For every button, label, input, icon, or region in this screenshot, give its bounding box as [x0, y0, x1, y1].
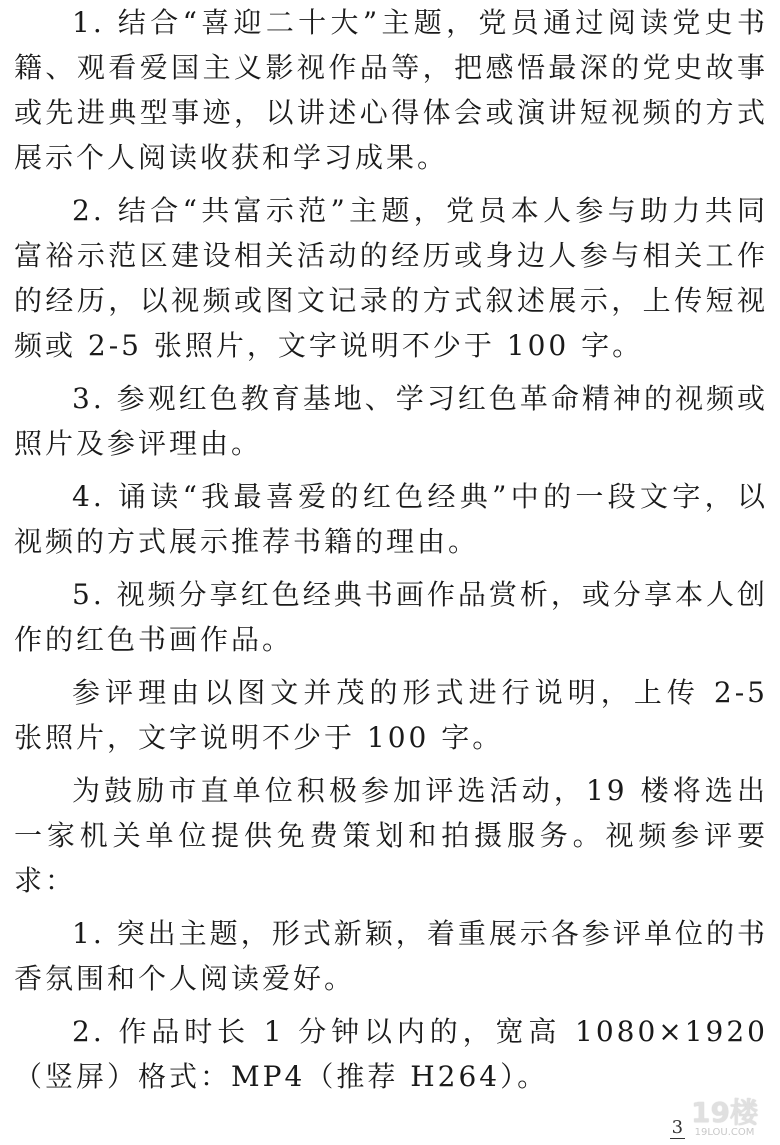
paragraph-8: 1. 突出主题，形式新颖，着重展示各参评单位的书香氛围和个人阅读爱好。: [14, 917, 768, 995]
watermark-logo: [691, 1096, 758, 1139]
paragraph-5: 5. 视频分享红色经典书画作品赏析，或分享本人创作的红色书画作品。: [14, 578, 768, 656]
paragraph-3: 3. 参观红色教育基地、学习红色革命精神的视频或照片及参评理由。: [14, 382, 768, 460]
watermark-sub-text: 19LOU.COM: [694, 1127, 755, 1138]
paragraph-2: 2. 结合“共富示范”主题，党员本人参与助力共同富裕示范区建设相关活动的经历或身边人参与相关工作的经历，以视频或图文记录的方式叙述展示，上传短视频或 2-5 张照片，文字说明不少于 100 字。: [14, 194, 768, 362]
watermark-main-text: 19楼: [691, 1096, 758, 1129]
paragraph-4: 4. 诵读“我最喜爱的红色经典”中的一段文字，以视频的方式展示推荐书籍的理由。: [14, 480, 768, 558]
paragraph-9: 2. 作品时长 1 分钟以内的，宽高 1080×1920（竖屏）格式：MP4（推荐 H264）。: [14, 1015, 768, 1093]
page-footer: [670, 1096, 758, 1139]
paragraph-1: 1. 结合“喜迎二十大”主题，党员通过阅读党史书籍、观看爱国主义影视作品等，把感悟最深的党史故事或先进典型事迹，以讲述心得体会或演讲短视频的方式展示个人阅读收获和学习成果。: [14, 6, 768, 174]
document-body: [14, 0, 768, 1099]
paragraph-7: 为鼓励市直单位积极参加评选活动，19 楼将选出一家机关单位提供免费策划和拍摄服务。视频参评要求：: [14, 774, 768, 897]
page-number: 3: [671, 1117, 684, 1138]
paragraph-6: 参评理由以图文并茂的形式进行说明，上传 2-5 张照片，文字说明不少于 100 字。: [14, 676, 768, 754]
